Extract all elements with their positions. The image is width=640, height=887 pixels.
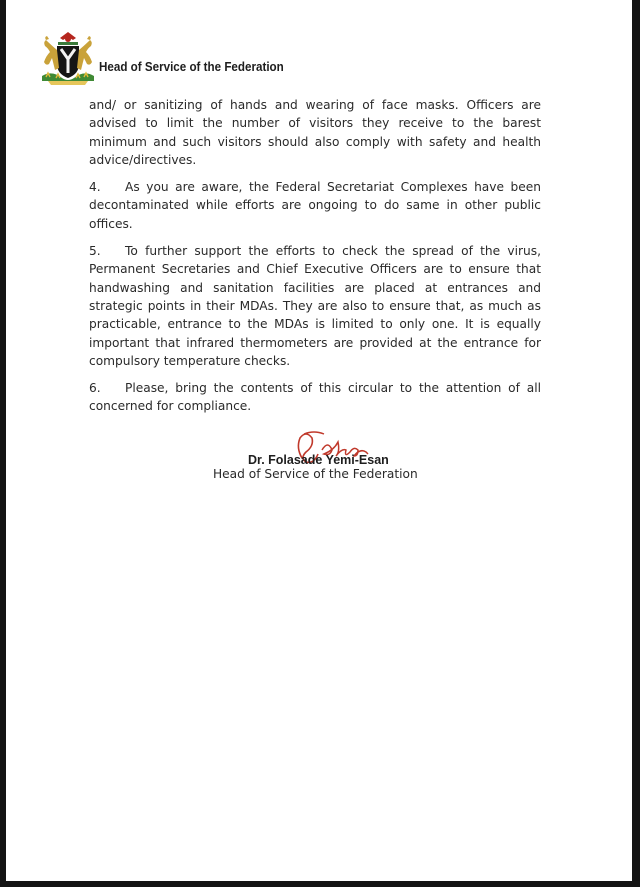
signature-block (206, 434, 426, 494)
org-name: Head of Service of the Federation (99, 60, 284, 74)
signatory-title: Head of Service of the Federation (213, 467, 418, 481)
paragraph-text: As you are aware, the Federal Secretariat Complexes have been decontaminated while efforts are ongoing to do same in other public offices. (89, 180, 541, 231)
paragraph-text: To further support the efforts to check the spread of the virus, Permanent Secretaries and Chief Executive Officers are to ensure that handwashing and sanitation facilities are placed at entrances and strategic points in their MDAs. They are also to ensure that, as much as practicable, entrance to the MDAs is limited to only one. It is equally important that infrared thermometers are provided at the entrance for compulsory temperature checks. (89, 244, 541, 368)
circular-body (89, 96, 541, 425)
paragraph-text: and/ or sanitizing of hands and wearing of face masks. Officers are advised to limit the number of visitors they receive to the barest minimum and such visitors should also comply with safety and health advice/directives. (89, 98, 541, 167)
signatory-name: Dr. Folasade Yemi-Esan (248, 453, 389, 467)
paragraph-4 (89, 178, 541, 233)
paragraph-number: 4. (89, 180, 101, 195)
paragraph-6 (89, 379, 541, 416)
paragraph-continuation (89, 96, 541, 169)
paragraph-5 (89, 242, 541, 370)
paragraph-number: 6. (89, 381, 101, 396)
paragraph-number: 5. (89, 244, 101, 259)
nigeria-coat-of-arms-icon (38, 30, 98, 86)
document-page (6, 0, 632, 881)
paragraph-text: Please, bring the contents of this circular to the attention of all concerned for compliance. (89, 381, 541, 414)
